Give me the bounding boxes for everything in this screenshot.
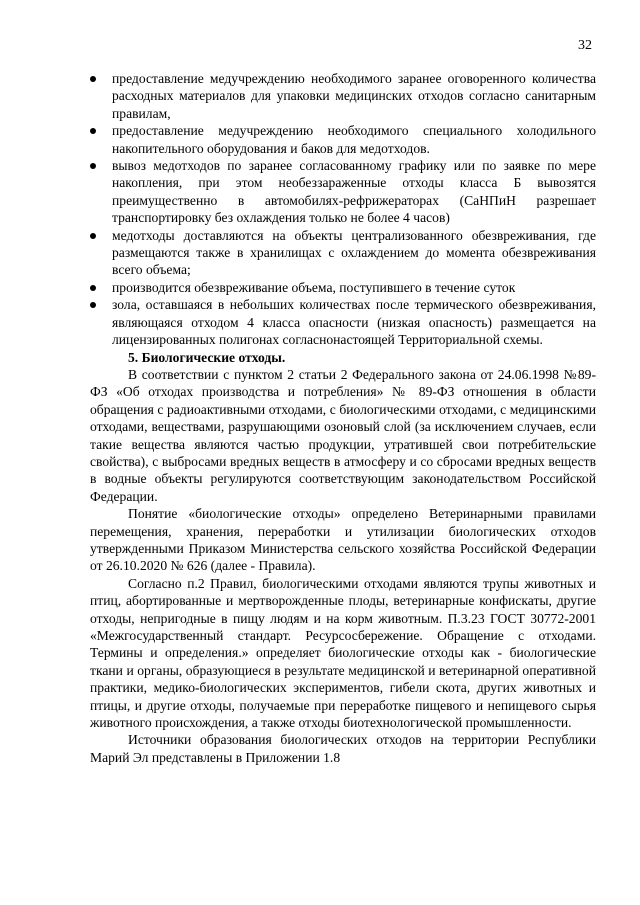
list-item-text: вывоз медотходов по заранее согласованному графику или по заявке по мере накопления, при этом необеззараженные отходы класса Б вывозятся преимущественно в автомобилях-рефрижераторах (СаНПиН разрешает транспортировку без охлаждения только не более 4 часов) [112,158,596,226]
list-item-text: предоставление медучреждению необходимого заранее оговоренного количества расходных материалов для упаковки медицинских отходов согласно санитарным правилам, [112,71,596,121]
document-body [90,70,596,766]
list-item-text: производится обезвреживание объема, поступившего в течение суток [112,279,516,295]
list-item-text: медотходы доставляются на объекты централизованного обезвреживания, где размещаются также в хранилищах с охлаждением до момента обезвреживания всего объема; [112,227,596,278]
bullet-icon [90,233,96,239]
list-item-text: зола, оставшаяся в небольших количествах после термического обезвреживания, являющаяся отходом 4 класса опасности (низкая опасность) размещается на лицензированных полигонах согласнонастоящей Территориальной схемы. [112,297,596,348]
paragraph: В соответствии с пунктом 2 статьи 2 Федерального закона от 24.06.1998 №89-ФЗ «Об отходах производства и потребления» № 89-ФЗ отношения в области обращения с радиоактивными отходами, с биологическими отходами, с медицинскими отходами, веществами, разрушающими озоновый слой (за исключением случаев, если такие вещества являются частью продукции, утратившей свои потребительские свойства), с выбросами вредных веществ в атмосферу и со сбросами вредных веществ в водные объекты регулируются соответствующим законодательством Российской Федерации. [90,366,596,504]
bullet-icon [90,76,96,82]
page-number: 32 [578,38,592,53]
paragraph: Понятие «биологические отходы» определено Ветеринарными правилами перемещения, хранения, переработки и утилизации биологических отходов утвержденными Приказом Министерства сельского хозяйства Российской Федерации от 26.10.2020 № 626 (далее - Правила). [90,506,596,574]
section-title: 5. Биологические отходы. [128,349,286,365]
list-item [90,122,596,157]
paragraph: Согласно п.2 Правил, биологическими отходами являются трупы животных и птиц, абортированные и мертворожденные плоды, ветеринарные конфискаты, другие отходы, непригодные в пищу людям и на корм животным. П.3.23 ГОСТ 30772-2001 «Межгосударственный стандарт. Ресурсосбережение. Обращение с отходами. Термины и определения.» определяет биологические отходы как - биологические ткани и органы, образующиеся в результате медицинской и ветеринарной оперативной практики, медико-биологических экспериментов, гибели скота, других животных и птицы, и другие отходы, получаемые при переработке пищевого и непищевого сырья животного происхождения, а также отходы биотехнологической промышленности. [90,575,596,731]
bullet-list [90,70,596,349]
bullet-icon [90,163,96,169]
paragraph: Источники образования биологических отходов на территории Республики Марий Эл представлены в Приложении 1.8 [90,732,596,765]
bullet-icon [90,285,96,291]
list-item [90,296,596,348]
list-item [90,227,596,279]
list-item [90,279,596,296]
bullet-icon [90,128,96,134]
list-item-text: предоставление медучреждению необходимого специального холодильного накопительного оборудования и баков для медотходов. [112,123,596,156]
bullet-icon [90,302,96,308]
list-item [90,157,596,227]
list-item [90,70,596,122]
